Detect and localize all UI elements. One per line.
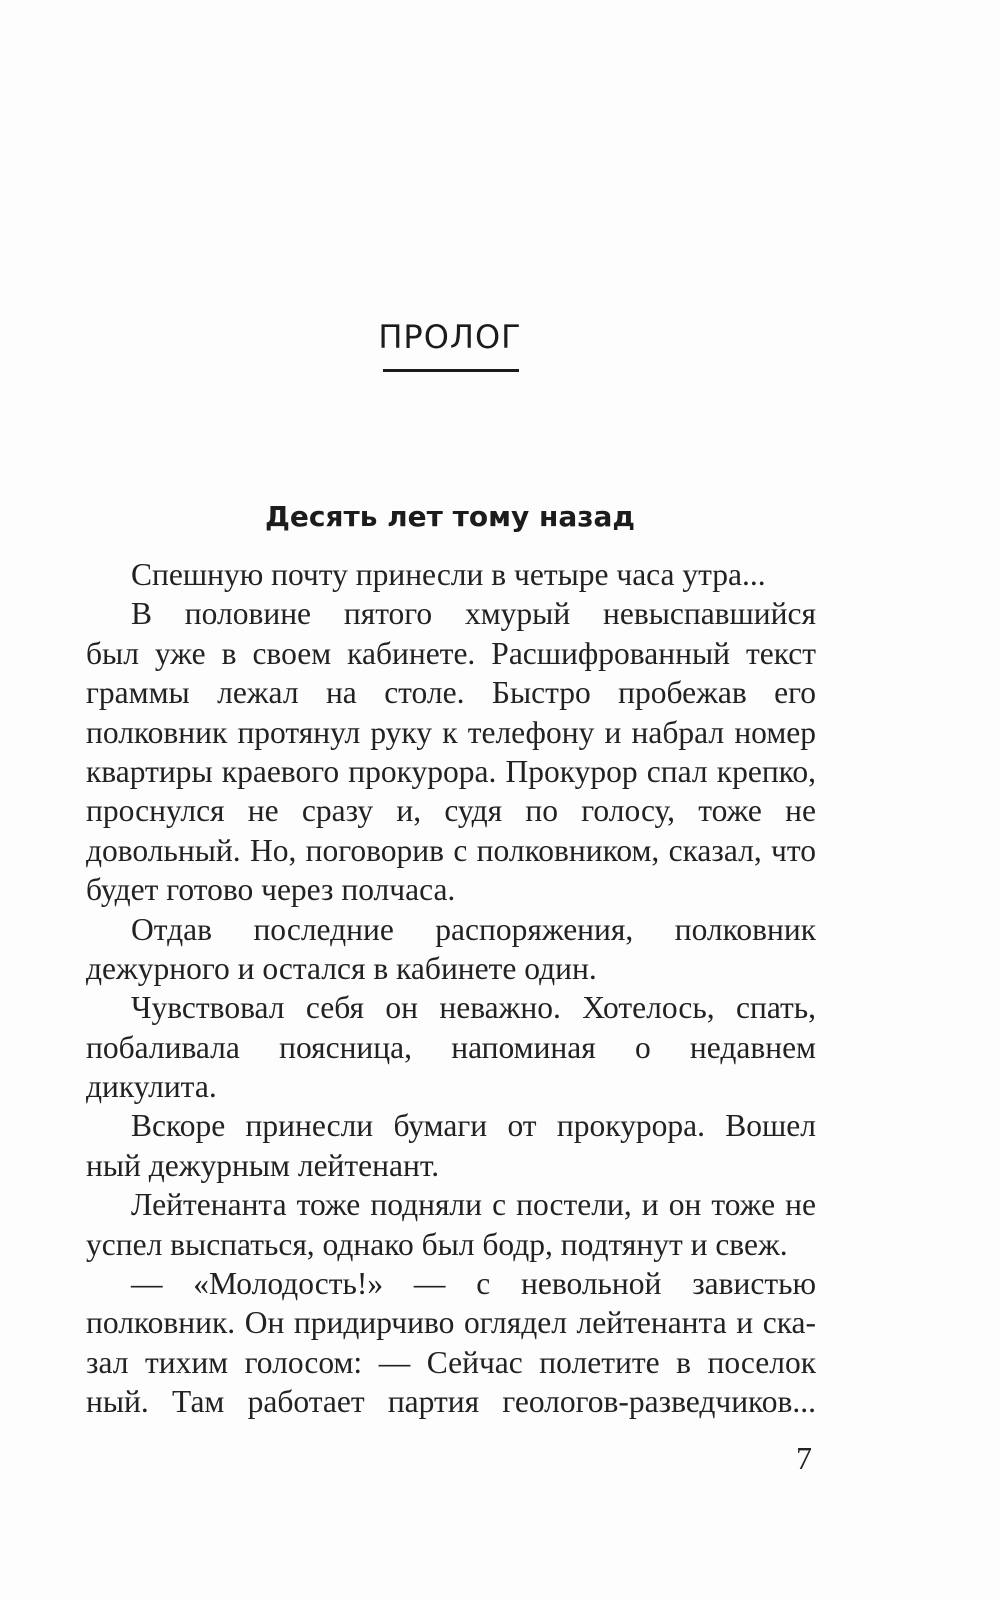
text-line: будет готово через полчаса. xyxy=(86,872,456,908)
text-line: полковник. Он придирчиво оглядел лейтенанта и ска- xyxy=(86,1305,816,1341)
text-line: побаливала поясница, напоминая о недавнем xyxy=(86,1029,816,1065)
text-line: довольный. Но, поговорив с полковником, сказал, что xyxy=(86,832,816,868)
text-line: Лейтенанта тоже подняли с постели, и он тоже не xyxy=(131,1187,816,1223)
section-title: Десять лет тому назад xyxy=(264,500,636,533)
text-line: Вскоре принесли бумаги от прокурора. Вошел xyxy=(131,1108,816,1144)
text-line: В половине пятого хмурый невыспавшийся xyxy=(131,596,816,632)
text-line: граммы лежал на столе. Быстро пробежав его xyxy=(86,675,816,711)
text-line: дикулита. xyxy=(86,1069,217,1105)
text-line: был уже в своем кабинете. Расшифрованный текст xyxy=(86,635,816,671)
text-line: — «Молодость!» — с невольной завистью xyxy=(131,1266,816,1302)
text-line: дежурного и остался в кабинете один. xyxy=(86,950,597,986)
text-line: Чувствовал себя он неважно. Хотелось, спать, xyxy=(131,990,816,1026)
body-text xyxy=(86,555,816,1422)
text-line: полковник протянул руку к телефону и набрал номер xyxy=(86,714,816,750)
page-number: 7 xyxy=(796,1440,812,1476)
chapter-title-rule xyxy=(383,369,519,372)
text-line: зал тихим голосом: — Сейчас полетите в поселок xyxy=(86,1344,816,1380)
text-line: проснулся не сразу и, судя по голосу, тоже не xyxy=(86,793,816,829)
text-line: ный. Там работает партия геологов-разведчиков... xyxy=(86,1384,816,1420)
chapter-title: ПРОЛОГ xyxy=(378,318,522,356)
text-line: квартиры краевого прокурора. Прокурор спал крепко, xyxy=(86,753,816,789)
text-line: Спешную почту принесли в четыре часа утра... xyxy=(131,557,766,592)
text-line: Отдав последние распоряжения, полковник xyxy=(131,911,816,947)
text-line: ный дежурным лейтенант. xyxy=(86,1147,440,1183)
text-line: успел выспаться, однако был бодр, подтянут и свеж. xyxy=(86,1226,788,1262)
